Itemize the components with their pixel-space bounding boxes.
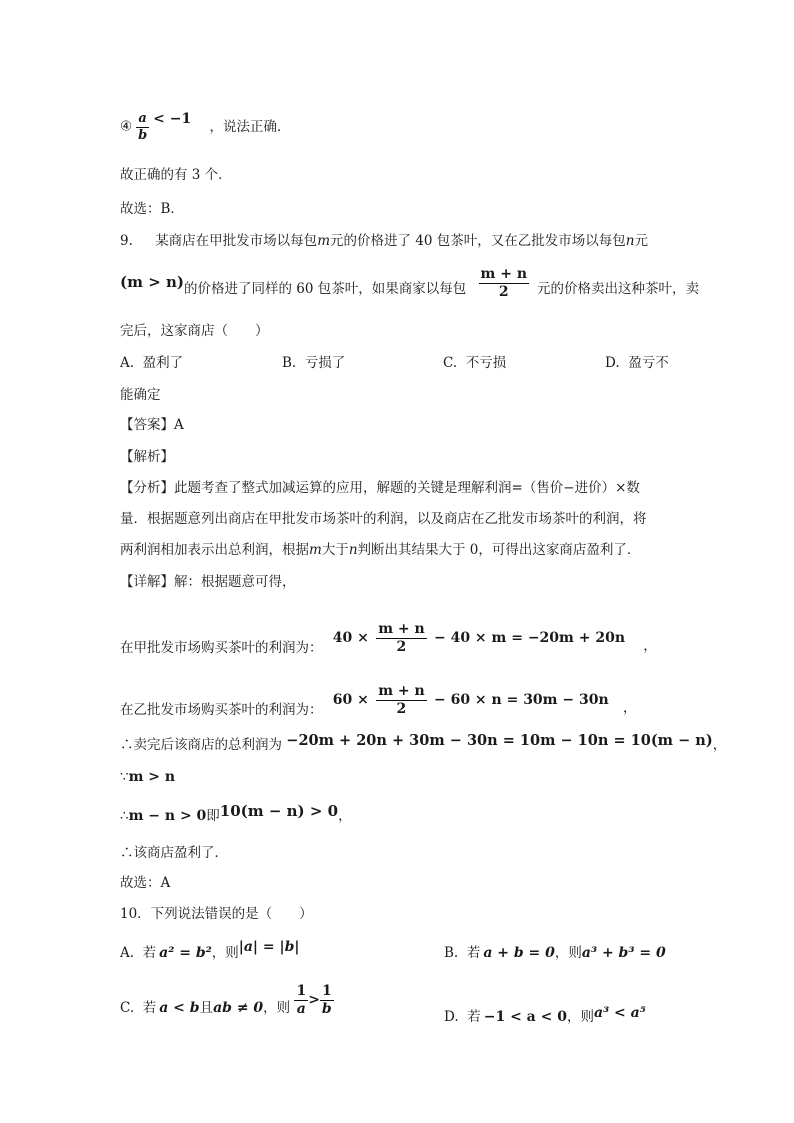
option-a-result: |a| = |b| bbox=[238, 939, 300, 955]
q9-text: 的价格进了同样的 60 包茶叶，如果商家以每包 bbox=[183, 281, 467, 297]
option-c: C. 不亏损 bbox=[443, 355, 507, 371]
inequality-1: m − n > 0 bbox=[128, 808, 207, 824]
inequality-2: 10(m − n) > 0 bbox=[219, 802, 339, 820]
q9-text: 元的价格卖出这种茶叶，卖 bbox=[537, 281, 700, 297]
jiexi-heading: 【解析】 bbox=[120, 449, 174, 465]
option-d-continued: 能确定 bbox=[120, 387, 161, 403]
jia-profit-line: 在甲批发市场购买茶叶的利润为： 40 × $\frac{m + n}{2}$ − 40 × m = −20m + 20n ， bbox=[120, 621, 657, 656]
var-n: n bbox=[625, 233, 635, 249]
fraction-numerator: m + n bbox=[480, 266, 528, 283]
yi-profit-line: 在乙批发市场购买茶叶的利润为： 60 × $\frac{m + n}{2}$ − 60 × n = 30m − 30n ， bbox=[120, 683, 637, 718]
summary-line: 故正确的有 3 个． bbox=[120, 167, 232, 183]
option-a: A. 盈利了 bbox=[120, 355, 184, 371]
answer-line: 【答案】A bbox=[120, 417, 184, 433]
formula-part: 60 × bbox=[332, 692, 369, 708]
yi-label: 在乙批发市场购买茶叶的利润为： bbox=[120, 702, 323, 718]
q9-number: 9. bbox=[120, 233, 133, 249]
option-b-condition: a + b = 0 bbox=[483, 945, 555, 961]
option-c-condition-1: a < b bbox=[159, 1000, 200, 1016]
formula-part: − 60 × n = 30m − 30n bbox=[433, 692, 609, 708]
fraction-a-over-b bbox=[136, 112, 148, 142]
option-c-condition-2: ab ≠ 0 bbox=[213, 1000, 264, 1016]
analysis-line-1: 【分析】此题考查了整式加减运算的应用，解题的关键是理解利润=（售价−进价）×数 bbox=[120, 480, 640, 496]
fraction-1-over-a: $\frac{1}{a}$ bbox=[296, 983, 307, 1017]
fraction-m-plus-n-over-2 bbox=[479, 267, 529, 299]
formula-part: 40 × bbox=[332, 630, 369, 646]
q9-line-3: 完后，这家商店（ ） bbox=[120, 323, 269, 339]
total-profit-line: ∴卖完后该商店的总利润为 −20m + 20n + 30m − 30n = 10m − 10n = 10(m − n)， bbox=[120, 732, 727, 753]
q9-line-1 bbox=[120, 232, 648, 250]
fraction-denominator: 2 bbox=[498, 284, 509, 300]
option-b-result: a³ + b³ = 0 bbox=[581, 945, 666, 961]
q10-title: 10．下列说法错误的是（ ） bbox=[120, 906, 313, 922]
item-4-line bbox=[120, 112, 291, 142]
because-line: ∵m > n bbox=[120, 769, 176, 785]
jia-label: 在甲批发市场购买茶叶的利润为： bbox=[120, 640, 323, 656]
q9-text: 元 bbox=[634, 233, 648, 249]
q9-text: 某商店在甲批发市场以每包 bbox=[155, 233, 318, 249]
conclusion-line: ∴该商店盈利了． bbox=[120, 845, 228, 861]
q9-line-2 bbox=[120, 268, 699, 309]
fraction-denominator: b bbox=[138, 127, 148, 143]
because-expression: m > n bbox=[128, 769, 176, 785]
fraction-1-over-b: $\frac{1}{b}$ bbox=[321, 983, 332, 1017]
q9-text: 元的价格进了 40 包茶叶，又在乙批发市场以每包 bbox=[330, 233, 626, 249]
select-a-line: 故选：A bbox=[120, 875, 171, 891]
item-4-label: ④ bbox=[120, 118, 133, 135]
fraction-m-plus-n-over-2: $\frac{m + n}{2}$ bbox=[378, 621, 425, 655]
q10-option-a: A. 若 a² = b²，则|a| = |b| bbox=[120, 939, 300, 961]
fraction-numerator: a bbox=[138, 111, 147, 126]
total-expression: −20m + 20n + 30m − 30n = 10m − 10n = 10(m − n) bbox=[286, 732, 713, 749]
option-d: D. 盈亏不 bbox=[605, 355, 669, 371]
var-m: m bbox=[317, 233, 330, 249]
fraction-m-plus-n-over-2: $\frac{m + n}{2}$ bbox=[378, 683, 425, 717]
formula-part: − 40 × m = −20m + 20n bbox=[433, 630, 625, 646]
q10-option-b: B. 若 a + b = 0，则a³ + b³ = 0 bbox=[444, 945, 666, 961]
inequality: < −1 bbox=[153, 110, 192, 127]
statement-text: ，说法正确． bbox=[209, 118, 291, 135]
total-label: ∴卖完后该商店的总利润为 bbox=[120, 737, 282, 753]
option-a-condition: a² = b² bbox=[159, 945, 212, 961]
select-b-line: 故选：B． bbox=[120, 201, 184, 217]
detail-heading: 【详解】解：根据题意可得， bbox=[120, 574, 296, 590]
condition-m-gt-n: (m > n) bbox=[120, 273, 184, 291]
analysis-line-3: 两利润相加表示出总利润，根据m大于n判断出其结果大于 0，可得出这家商店盈利了． bbox=[120, 542, 641, 558]
therefore-line: ∴m − n > 0即10(m − n) > 0， bbox=[120, 802, 352, 824]
q10-option-d: D. 若 −1 < a < 0，则a³ < a⁵ bbox=[444, 1005, 646, 1025]
option-d-condition: −1 < a < 0 bbox=[483, 1009, 567, 1025]
option-b: B. 亏损了 bbox=[282, 355, 346, 371]
option-d-result: a³ < a⁵ bbox=[593, 1005, 646, 1021]
q10-option-c: C. 若 a < b且ab ≠ 0，则 $\frac{1}{a}$ > $\frac{1}{b}$ bbox=[120, 983, 332, 1017]
analysis-line-2: 量．根据题意列出商店在甲批发市场茶叶的利润，以及商店在乙批发市场茶叶的利润，将 bbox=[120, 511, 647, 527]
